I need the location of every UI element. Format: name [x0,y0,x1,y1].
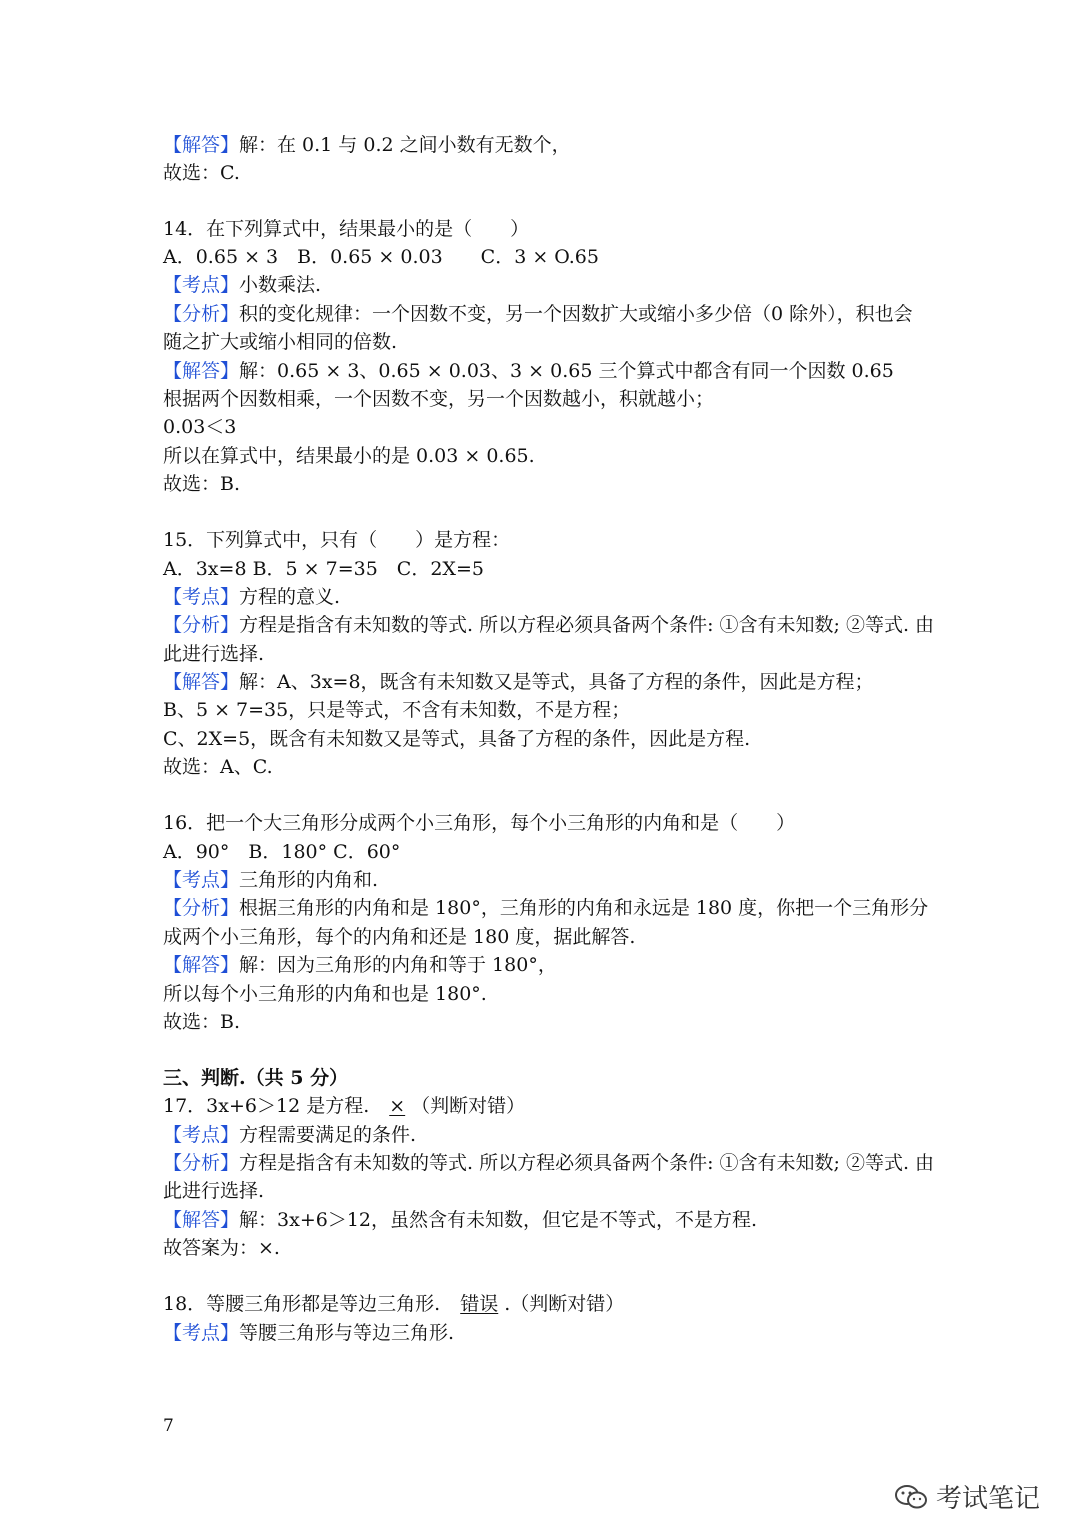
text-line [163,1065,348,1091]
text-line [163,358,894,384]
line-text: 小数乘法. [239,274,322,296]
section-tag: 【解答】 [163,954,240,976]
section-tag: 【考点】 [163,274,240,296]
text-line [163,867,378,893]
text-line [163,1207,757,1233]
line-text: 故选：B. [163,1011,241,1033]
section-tag: 【解答】 [163,360,240,382]
text-line [163,527,510,553]
text-line [163,272,321,298]
line-text: 随之扩大或缩小相同的倍数. [163,331,398,353]
line-suffix: （判断对错） [411,1095,526,1117]
answer-blank: 错误 [460,1293,499,1315]
section-tag: 【考点】 [163,869,240,891]
line-text: 16．把一个大三角形分成两个小三角形，每个小三角形的内角和是（ ） [163,812,796,834]
section-tag: 【分析】 [163,303,240,325]
line-text: 方程需要满足的条件. [239,1124,417,1146]
line-text: 0.03＜3 [163,416,237,438]
text-line [163,329,397,355]
line-text: 此进行选择. [163,1180,265,1202]
line-text: 方程的意义. [239,586,341,608]
line-text: C、2X=5，既含有未知数又是等式，具备了方程的条件，因此是方程. [163,728,751,750]
line-text: 根据两个因数相乘，一个因数不变，另一个因数越小，积就越小； [163,388,715,410]
text-line [163,924,635,950]
section-tag: 【分析】 [163,614,240,636]
text-line [163,839,400,865]
line-text: 解：A、3x=8，既含有未知数又是等式，具备了方程的条件，因此是方程； [239,671,874,693]
text-line [163,754,273,780]
section-tag: 【考点】 [163,1322,240,1344]
text-line [163,244,599,270]
text-line [163,1178,264,1204]
line-text: 方程是指含有未知数的等式. 所以方程必须具备两个条件: ①含有未知数; ②等式. 由 [239,1152,935,1174]
text-line [163,584,340,610]
line-text: 解：0.65 × 3、0.65 × 0.03、3 × 0.65 三个算式中都含有同一个因数 0.65 [239,360,894,382]
section-tag: 【解答】 [163,671,240,693]
line-text: 17．3x+6＞12 是方程. [163,1095,370,1117]
line-text: 解：因为三角形的内角和等于 180°， [239,954,557,976]
line-text: A．3x=8 B．5 × 7=35 C．2X=5 [163,558,484,580]
line-text: 等腰三角形与等边三角形. [239,1322,455,1344]
wechat-icon [894,1483,928,1511]
text-line [163,216,529,242]
text-line [163,1320,454,1346]
text-line [163,132,571,158]
line-text: 方程是指含有未知数的等式. 所以方程必须具备两个条件: ①含有未知数; ②等式. 由 [239,614,935,636]
line-text: 故选：A、C. [163,756,273,778]
line-text: 14．在下列算式中，结果最小的是（ ） [163,218,530,240]
line-text: 积的变化规律：一个因数不变，另一个因数扩大或缩小多少倍（0 除外），积也会 [239,303,913,325]
line-text: 故答案为：×. [163,1237,280,1259]
text-line [163,895,928,921]
line-text: 三角形的内角和. [239,869,379,891]
text-line [163,1093,525,1119]
line-text: 故选：B. [163,473,241,495]
line-text: 根据三角形的内角和是 180°，三角形的内角和永远是 180 度，你把一个三角形分 [239,897,929,919]
text-line [163,669,874,695]
line-text: B、5 × 7=35，只是等式，不含有未知数，不是方程； [163,699,631,721]
text-line [163,1009,240,1035]
section-tag: 【考点】 [163,586,240,608]
text-line [163,981,487,1007]
line-text: A．90° B．180° C．60° [163,841,401,863]
line-text: 此进行选择. [163,643,265,665]
page-number: 7 [163,1416,174,1436]
line-suffix: .（判断对错） [504,1293,625,1315]
line-text: 所以在算式中，结果最小的是 0.03 × 0.65. [163,445,535,467]
text-line [163,697,630,723]
text-line [163,1122,416,1148]
text-line [163,1150,934,1176]
text-line [163,471,240,497]
text-line [163,386,714,412]
line-text: 解：在 0.1 与 0.2 之间小数有无数个， [239,134,571,156]
line-text: 18．等腰三角形都是等边三角形. [163,1293,441,1315]
section-tag: 【分析】 [163,897,240,919]
line-text: 三、判断.（共 5 分） [163,1067,349,1089]
section-tag: 【分析】 [163,1152,240,1174]
watermark [894,1478,1040,1515]
text-line [163,810,795,836]
text-line [163,301,913,327]
text-line [163,726,750,752]
text-line [163,952,557,978]
answer-blank: × [389,1095,406,1117]
text-line [163,612,934,638]
text-line [163,160,240,186]
text-line [163,1291,624,1317]
line-text: 成两个小三角形，每个的内角和还是 180 度，据此解答. [163,926,636,948]
text-line [163,556,484,582]
section-tag: 【考点】 [163,1124,240,1146]
text-line [163,1235,280,1261]
text-line [163,641,264,667]
watermark-text: 考试笔记 [935,1484,1040,1514]
line-text: 故选：C. [163,162,240,184]
line-text: 15．下列算式中，只有（ ）是方程： [163,529,511,551]
line-text: 解：3x+6＞12，虽然含有未知数，但它是不等式，不是方程. [239,1209,758,1231]
section-tag: 【解答】 [163,1209,240,1231]
section-tag: 【解答】 [163,134,240,156]
line-text: A．0.65 × 3 B．0.65 × 0.03 C．3 × O.65 [163,246,599,268]
text-line [163,443,535,469]
text-line [163,414,236,440]
line-text: 所以每个小三角形的内角和也是 180°. [163,983,487,1005]
